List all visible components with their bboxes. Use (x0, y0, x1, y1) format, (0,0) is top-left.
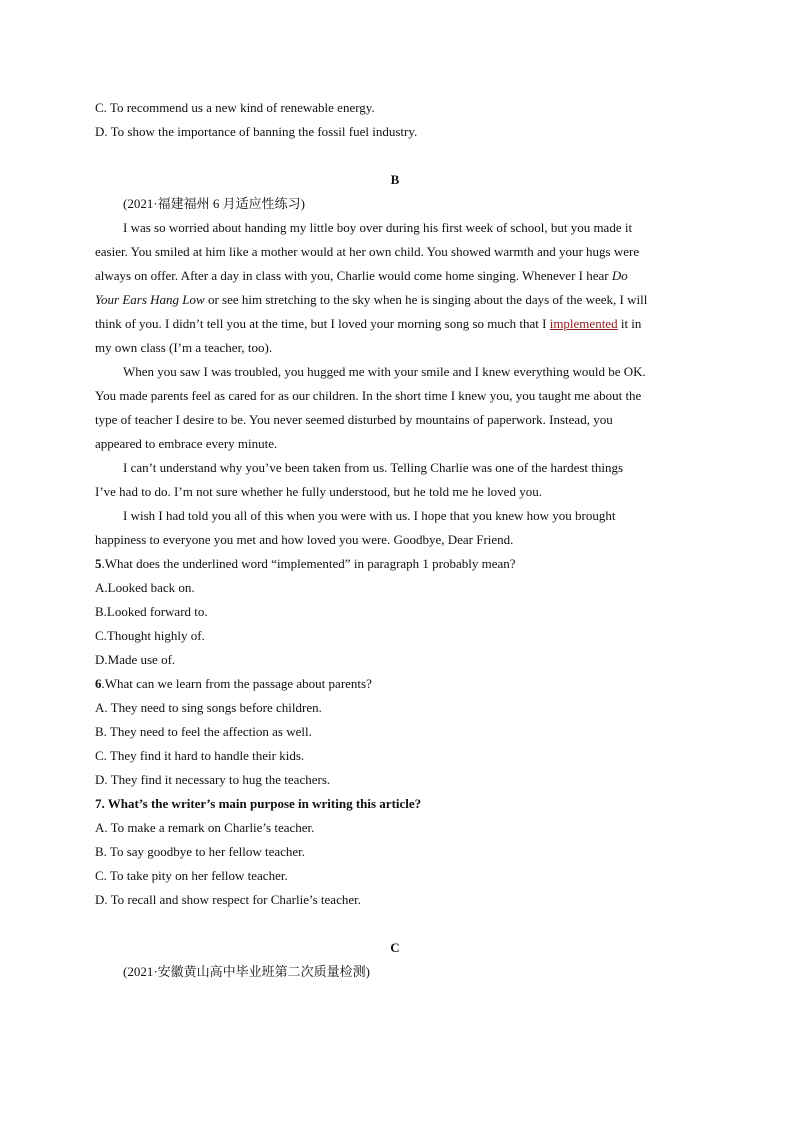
passage-line: my own class (I’m a teacher, too). (95, 340, 273, 355)
underlined-word: implemented (549, 316, 618, 331)
answer-option: C. They find it hard to handle their kids. (95, 748, 305, 763)
answer-option: C. To take pity on her fellow teacher. (95, 868, 288, 883)
passage-line: type of teacher I desire to be. You never seemed disturbed by mountains of paperwork. Instead, you (95, 412, 613, 427)
section-heading-c: C (390, 940, 400, 955)
answer-option: A. They need to sing songs before children. (95, 700, 322, 715)
passage-text: think of you. I didn’t tell you at the time, but I loved your morning song so much that I (95, 316, 547, 331)
answer-option: A.Looked back on. (95, 580, 195, 595)
answer-option: D. They find it necessary to hug the teachers. (95, 772, 331, 787)
passage-line (95, 315, 641, 333)
answer-option: C.Thought highly of. (95, 628, 205, 643)
song-title-italic: Your Ears Hang Low (95, 292, 205, 307)
question-number: 7 (95, 796, 102, 811)
passage-text: it in (620, 316, 642, 331)
option-line: D. To show the importance of banning the fossil fuel industry. (95, 124, 418, 139)
question-6 (95, 675, 372, 693)
answer-option: D.Made use of. (95, 652, 176, 667)
passage-line: I was so worried about handing my little boy over during his first week of school, but you made it (123, 220, 633, 235)
passage-line: When you saw I was troubled, you hugged me with your smile and I knew everything would be OK. (123, 364, 646, 379)
question-number: 5 (95, 556, 102, 571)
passage-line: I wish I had told you all of this when you were with us. I hope that you knew how you brought (123, 508, 616, 523)
passage-line: I’ve had to do. I’m not sure whether he fully understood, but he told me he loved you. (95, 484, 542, 499)
passage-line: You made parents feel as cared for as our children. In the short time I knew you, you taught me about the (95, 388, 642, 403)
song-title-italic: Do (611, 268, 628, 283)
source-note: (2021·福建福州 6 月适应性练习) (123, 196, 305, 211)
answer-option: A. To make a remark on Charlie’s teacher. (95, 820, 315, 835)
question-5 (95, 555, 516, 573)
question-7 (95, 795, 421, 813)
passage-line (95, 291, 647, 309)
passage-line (95, 267, 628, 285)
question-number: 6 (95, 676, 102, 691)
passage-text: or see him stretching to the sky when he is singing about the days of the week, I will (207, 292, 648, 307)
answer-option: B. To say goodbye to her fellow teacher. (95, 844, 306, 859)
question-text: .What does the underlined word “implemented” in paragraph 1 probably mean? (101, 556, 516, 571)
option-line: C. To recommend us a new kind of renewable energy. (95, 100, 375, 115)
question-text: . What’s the writer’s main purpose in writing this article? (101, 796, 422, 811)
passage-line: happiness to everyone you met and how loved you were. Goodbye, Dear Friend. (95, 532, 514, 547)
source-note: (2021·安徽黄山高中毕业班第二次质量检测) (123, 964, 370, 979)
passage-line: I can’t understand why you’ve been taken from us. Telling Charlie was one of the hardest things (123, 460, 624, 475)
passage-line: appeared to embrace every minute. (95, 436, 278, 451)
section-heading-b: B (390, 172, 400, 187)
answer-option: B.Looked forward to. (95, 604, 208, 619)
passage-line: easier. You smiled at him like a mother would at her own child. You showed warmth and your hugs were (95, 244, 640, 259)
answer-option: D. To recall and show respect for Charlie’s teacher. (95, 892, 361, 907)
question-text: .What can we learn from the passage about parents? (101, 676, 372, 691)
answer-option: B. They need to feel the affection as well. (95, 724, 312, 739)
passage-text: always on offer. After a day in class with you, Charlie would come home singing. Whenever I hear (95, 268, 609, 283)
